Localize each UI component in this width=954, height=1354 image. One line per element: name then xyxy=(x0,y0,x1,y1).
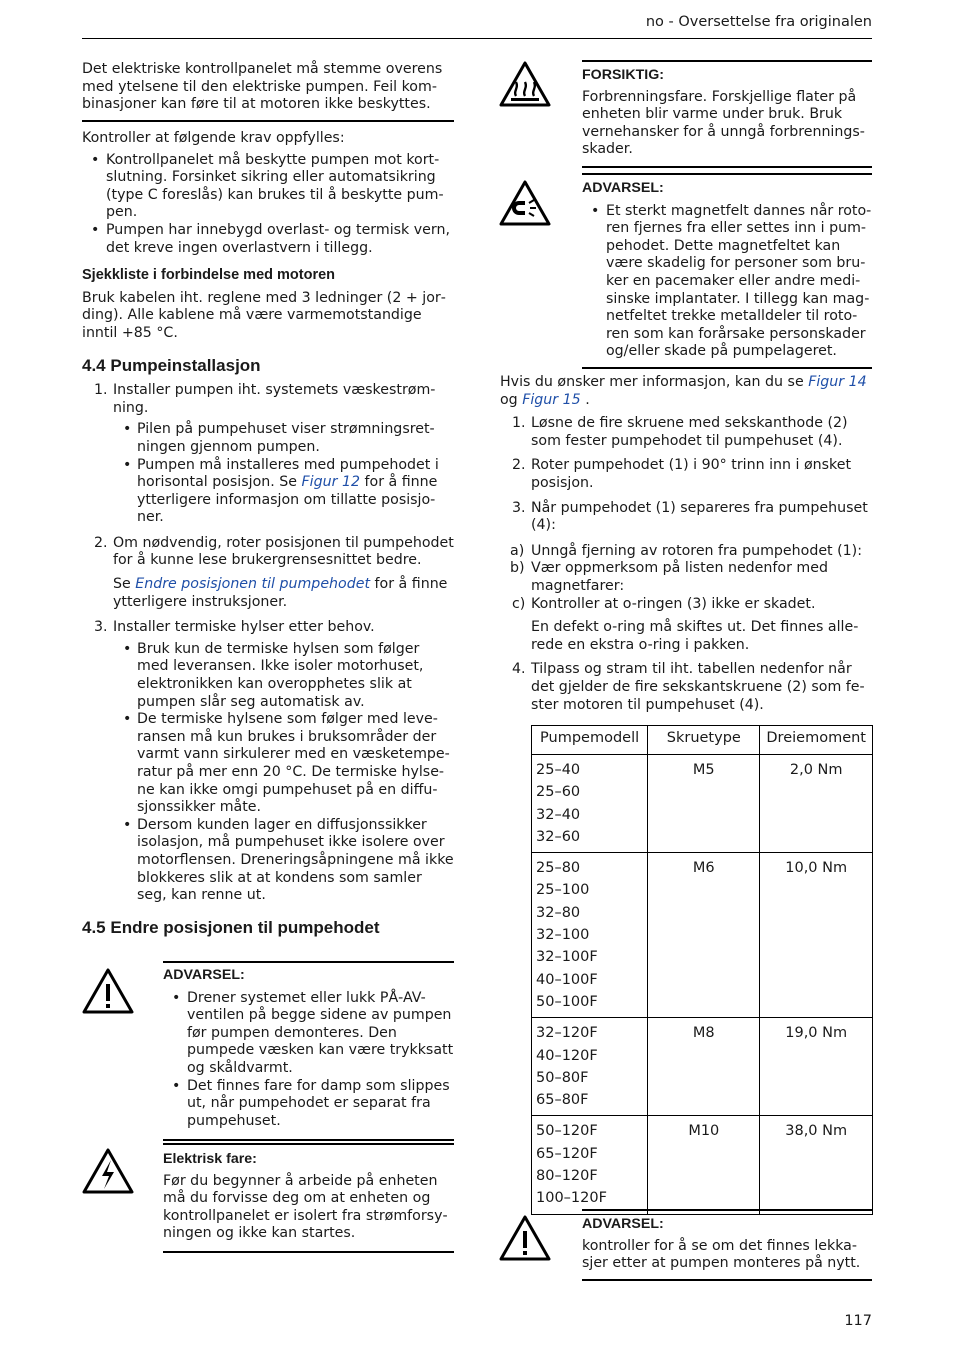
column-header: Skruetype xyxy=(648,726,760,755)
step-text: Tilpass og stram til iht. tabellen nedenfor når det gjelder de fire sekskantskruene (2) som fester motoren til pumpehuset (4). xyxy=(531,661,865,713)
section-4-5-title: 4.5 Endre posisjonen til pumpehodet xyxy=(82,917,380,937)
step3-bullets xyxy=(82,641,454,905)
torque-cell: 10,0 Nm xyxy=(760,853,873,1018)
step-number: 2. xyxy=(94,534,108,551)
bullet-text: Pumpen må installeres med pumpehodet i horisontal posisjon. Se xyxy=(137,456,439,491)
step-number: 2. xyxy=(512,457,526,474)
page-header: no - Oversettelse fra originalen xyxy=(645,14,872,30)
step-number: 1. xyxy=(94,382,108,399)
step-3 xyxy=(500,500,872,535)
electric-hazard-icon xyxy=(80,1145,136,1201)
step-text: Løsne de fire skruene med sekskanthode (2) som fester pumpehodet til pumpehuset (4). xyxy=(531,415,848,449)
screw-cell: M8 xyxy=(648,1018,760,1116)
header-rule xyxy=(82,38,872,39)
final-warning-box xyxy=(582,1209,872,1281)
magnet-warning-list xyxy=(582,203,872,361)
hot-surface-icon xyxy=(497,58,553,114)
magnet-warning-label: ADVARSEL: xyxy=(582,180,664,196)
intro-paragraph: Det elektriske kontrollpanelet må stemme overens med ytelsene til den elektriske pumpen. Feil kombinasjoner kan føre til at motoren ikke beskyttes. xyxy=(82,61,443,113)
warning-box-1 xyxy=(163,961,454,1141)
model-cell: 25–80 25–100 32–80 32–100 32–100F 40–100F 50–100F xyxy=(532,853,648,1018)
screw-cell: M10 xyxy=(648,1116,760,1214)
step2-see xyxy=(82,576,454,611)
table-header-row xyxy=(532,726,873,755)
more-info-text: og xyxy=(500,391,523,408)
list-item: • Det finnes fare for damp som slippes ut, når pumpehodet er separat fra pumpehuset. xyxy=(163,1078,454,1131)
step-number: 3. xyxy=(94,619,108,636)
step-2 xyxy=(500,457,872,492)
warning-triangle-icon xyxy=(497,1212,553,1268)
caution-box xyxy=(582,60,872,168)
page-number: 117 xyxy=(844,1313,872,1329)
magnet-warning-rule xyxy=(582,367,872,369)
oring-note: En defekt o-ring må skiftes ut. Det finnes allerede en ekstra o-ring i pakken. xyxy=(531,619,859,653)
step-3 xyxy=(82,619,454,637)
list-item: • Et sterkt magnetfelt dannes når rotoren fjernes fra eller settes inn i pumpehodet. Dette magnetfeltet kan være skadelig for personer som bruker en pacemaker eller andre medisinske implantater. I tillegg kan magnetfeltet trekke metalldeler til rotoren som kan forårsake personskader og/eller skade på pumpelageret. xyxy=(582,203,872,361)
figure-14-link[interactable]: Figur 14 xyxy=(808,374,867,390)
electric-text: Før du begynner å arbeide på enheten må du forvisse deg om at enheten og kontrollpanelet er isolert fra strømforsyningen og ikke kan startes. xyxy=(163,1172,448,1242)
list-item: • Drener systemet eller lukk PÅ-AV-ventilen på begge sidene av pumpen før pumpen demonteres. Den pumpede væsken kan være trykksatt og skåldvarmt. xyxy=(163,990,454,1078)
electric-label: Elektrisk fare: xyxy=(163,1151,257,1167)
electric-rule xyxy=(163,1251,454,1253)
step-1 xyxy=(500,415,872,450)
see-prefix: Se xyxy=(113,576,136,593)
model-cell: 25–40 25–60 32–40 32–60 xyxy=(532,755,648,853)
check-label: Kontroller at følgende krav oppfylles: xyxy=(82,130,345,146)
substep-text: Unngå fjerning av rotoren fra pumpehodet (1): xyxy=(531,542,863,559)
column-header: Pumpemodell xyxy=(532,726,648,755)
list-item: • Pumpen har innebygd overlast- og termisk vern, det kreve ingen overlastvern i tillegg. xyxy=(82,222,454,257)
intro-rule xyxy=(82,120,454,122)
list-item xyxy=(82,457,454,527)
table-row xyxy=(532,853,873,1018)
see-suffix: for å finne ytterligere instruksjoner. xyxy=(113,576,448,610)
figure-15-link[interactable]: Figur 15 xyxy=(522,391,581,408)
step-text: Når pumpehodet (1) separeres fra pumpehuset (4): xyxy=(531,499,868,534)
list-item: • Pilen på pumpehuset viser strømningsretningen gjennom pumpen. xyxy=(82,421,454,456)
section-4-4-title: 4.4 Pumpeinstallasjon xyxy=(82,355,261,375)
step-text: Om nødvendig, roter posisjonen til pumpehodet for å kunne lese brukergrensesnittet bedre. xyxy=(113,534,454,569)
column-header: Dreiemoment xyxy=(760,726,873,755)
table-row xyxy=(532,1018,873,1116)
torque-cell: 38,0 Nm xyxy=(760,1116,873,1214)
electric-hazard-box xyxy=(163,1143,454,1253)
screw-cell: M6 xyxy=(648,853,760,1018)
requirements-list xyxy=(82,152,454,258)
more-info-text: . xyxy=(580,391,590,408)
substep-c xyxy=(500,596,872,614)
checklist-heading: Sjekkliste i forbindelse med motoren xyxy=(82,267,336,284)
step-2 xyxy=(82,535,454,570)
endre-posisjonen-link[interactable]: Endre posisjonen til pumpehodet xyxy=(135,576,371,593)
final-warning-text: kontroller for å se om det finnes lekkasjer etter at pumpen monteres på nytt. xyxy=(582,1237,861,1272)
step-text: Installer termiske hylser etter behov. xyxy=(113,619,375,636)
warning-rule xyxy=(163,1139,454,1141)
more-info-text: Hvis du ønsker mer informasjon, kan du se xyxy=(500,374,809,390)
torque-cell: 2,0 Nm xyxy=(760,755,873,853)
caution-text: Forbrenningsfare. Forskjellige flater på enheten blir varme under bruk. Bruk vernehansker for å unngå forbrenningsskader. xyxy=(582,88,865,158)
step-text: Installer pumpen iht. systemets væskestrømning. xyxy=(113,382,436,416)
screw-cell: M5 xyxy=(648,755,760,853)
warning-list xyxy=(163,990,454,1131)
torque-cell: 19,0 Nm xyxy=(760,1018,873,1116)
magnet-hazard-icon xyxy=(497,177,553,233)
left-column xyxy=(82,61,454,936)
final-warning-label: ADVARSEL: xyxy=(582,1216,664,1232)
substep-text: Vær oppmerksom på listen nedenfor med magnetfarer: xyxy=(531,560,828,594)
warning-label: ADVARSEL: xyxy=(163,967,245,983)
step-1 xyxy=(82,382,454,417)
figure-12-link[interactable]: Figur 12 xyxy=(301,474,361,491)
step-number: 3. xyxy=(512,499,526,516)
caution-rule xyxy=(582,166,872,168)
substep-letter: c) xyxy=(512,595,526,612)
list-item: • Kontrollpanelet må beskytte pumpen mot kortslutning. Forsinket sikring eller automatsikring (type C foreslås) kan brukes til å beskytte pumpen. xyxy=(82,152,454,222)
caution-label: FORSIKTIG: xyxy=(582,67,664,83)
step-number: 1. xyxy=(512,415,526,432)
step-4 xyxy=(500,661,872,714)
substeps xyxy=(500,543,872,613)
warning-triangle-icon xyxy=(80,965,136,1021)
torque-table xyxy=(531,725,873,1215)
step1-bullets xyxy=(82,421,454,527)
list-item: • De termiske hylsene som følger med leveransen må kun brukes i bruksområder der varmt vann sirkulerer med en væsketemperatur på mer enn 20 °C. De termiske hylsene kan ikke omgi pumpehuset på en diffusjonssikker måte. xyxy=(82,711,454,817)
bullet-text: for å finne ytterligere informasjon om tillatte posisjoner. xyxy=(137,474,438,526)
list-item: • Dersom kunden lager en diffusjonssikker isolasjon, må pumpehuset ikke isolere over motorflensen. Dreneringsåpningene må ikke blokkeres slik at at kondens som samler seg, kan renne ut. xyxy=(82,817,454,905)
table-row xyxy=(532,755,873,853)
final-warning-rule xyxy=(582,1279,872,1281)
magnet-warning-box xyxy=(582,173,872,369)
substep-b xyxy=(500,560,872,595)
substep-text: Kontroller at o-ringen (3) ikke er skadet. xyxy=(531,595,816,612)
substep-a xyxy=(500,543,872,561)
checklist-text: Bruk kabelen iht. reglene med 3 ledninger (2 + jording). Alle kablene må være varmemotstandige inntil +85 °C. xyxy=(82,289,446,341)
substep-letter: a) xyxy=(510,542,525,559)
table-row xyxy=(532,1116,873,1214)
list-item: • Bruk kun de termiske hylsen som følger med leveransen. Ikke isoler motorhuset, elektronikken kan overopphetes slik at pumpen slår seg automatisk av. xyxy=(82,641,454,711)
more-info xyxy=(500,374,872,409)
model-cell: 50–120F 65–120F 80–120F 100–120F xyxy=(532,1116,648,1214)
right-column xyxy=(500,374,872,714)
model-cell: 32–120F 40–120F 50–80F 65–80F xyxy=(532,1018,648,1116)
substep-letter: b) xyxy=(510,560,525,577)
step-text: Roter pumpehodet (1) i 90° trinn inn i ønsket posisjon. xyxy=(531,457,852,491)
step-number: 4. xyxy=(512,661,526,678)
